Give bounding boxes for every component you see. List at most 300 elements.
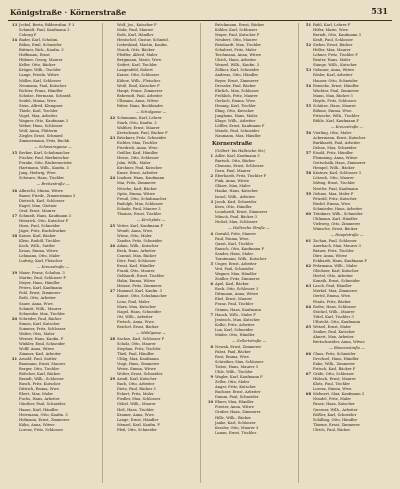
directory-entry: [204, 220, 294, 225]
resident-entry: Hübner, Georg, Maurer: [19, 58, 63, 63]
resident-entry: Hauck, Wilh., Maler F: [215, 312, 256, 317]
resident-entry: Schade, Paul, Maurer 3: [117, 206, 161, 211]
resident-entry: Zeidler, Fritz, Zimmerer: [215, 277, 260, 282]
resident-entry: Andreas, Otto, Händler: [215, 73, 259, 78]
resident-entry: Janke, Karl, Schlosser: [215, 420, 256, 425]
resident-entry: Brückner, Fritz, Schneider: [117, 136, 167, 141]
resident-entry: Kirchner, Paul, Kutscher: [117, 166, 163, 171]
resident-entry: Werner, Hans, Kaufm. F: [19, 336, 64, 341]
resident-entry: Nowak, Ernst, Zimmerer: [215, 344, 262, 349]
resident-entry: Kunath, Ernst, Schneider: [313, 279, 360, 284]
resident-entry: Hummel, Karl, Kaufm. 3: [117, 289, 162, 294]
resident-entry: Drechsel, Hans, Händler: [313, 357, 359, 362]
house-number: 55: [305, 103, 311, 108]
house-number: 51: [305, 23, 311, 27]
cross-street-separator: — Schulgasse —: [135, 109, 167, 114]
resident-entry: Fehrmann, Wilh., Maler: [313, 264, 358, 269]
resident-entry: Reuter, Hans, Maler: [313, 58, 351, 63]
resident-entry: Gläser, Max, Maler: [215, 184, 251, 189]
resident-entry: Zschau, Paul, Schlosser: [313, 238, 357, 243]
resident-entry: Pabst, Paul, Bäcker: [215, 349, 251, 354]
resident-entry: Dorn, Paul, Maurer: [215, 169, 251, 174]
resident-entry: Eisold, Fritz, Händler: [313, 151, 353, 156]
house-number: 15: [11, 151, 17, 156]
house-number: 4: [210, 231, 213, 236]
resident-entry: Lorenz, Emma, Wwe.: [313, 387, 353, 392]
resident-entry: Peters, Karl, Kaufmann: [19, 286, 63, 291]
resident-entry: Jentzsch, Max, Kutscher: [215, 317, 260, 322]
resident-entry: Jäger, Fritz, Buchdrucker: [19, 228, 66, 233]
cross-street-separator: — Hauptstraße —: [330, 232, 364, 237]
house-number: 29: [109, 377, 115, 382]
resident-entry: Oswald, Fritz, Maurer: [215, 231, 257, 236]
resident-entry: Herrmann, Otto, Kaufm. 3: [19, 412, 68, 417]
resident-entry: Apel, Karl, Bäcker: [215, 282, 249, 287]
resident-entry: Mende, Paul, Schneider: [215, 128, 260, 133]
resident-entry: Roth, Otto, Arbeiter: [19, 296, 56, 301]
house-number: 20: [11, 316, 17, 321]
resident-entry: Noack, Otto, Bäcker: [117, 48, 155, 53]
resident-entry: Uhlig, Max, Kaufmann: [117, 357, 159, 362]
resident-entry: Wolf, Anna, Plätterin: [19, 128, 58, 133]
resident-entry: Fiedler, Max, Schlosser: [117, 397, 161, 402]
resident-entry: Ebert, Max, Maler: [19, 392, 53, 397]
resident-entry: Baumann, Ernst, Maurer: [19, 362, 66, 367]
resident-entry: Thieme, Ernst, Zimmerer: [313, 422, 360, 427]
resident-entry: Ebel, Ernst, Maurer: [215, 297, 252, 302]
house-number: 68: [305, 392, 311, 397]
directory-entry: [8, 139, 98, 144]
house-number: 3: [210, 199, 213, 204]
resident-entry: Beck, Hans, Arbeiter: [117, 249, 156, 254]
resident-entry: Gebauer, Anna, Witwe: [313, 68, 355, 73]
resident-entry: Walter, Otto, Maler: [19, 331, 55, 336]
resident-entry: Kraft, Paul, Schlosser: [313, 38, 353, 43]
resident-entry: Kretschmer, Paul, Bäcker F: [117, 130, 168, 135]
resident-entry: Hauser, Otto, Schneider: [313, 78, 358, 83]
resident-entry: Zenker, Paul, Kutscher: [313, 329, 356, 334]
resident-entry: Lamm, Ernst, Tischler: [215, 430, 257, 435]
resident-entry: Mai, Fritz, Zimmerer: [117, 181, 156, 186]
directory-entry: [106, 428, 196, 433]
resident-entry: Vetter, Karl, Kaufmann F: [117, 223, 163, 228]
resident-entry: Sauer, Anna, Wwe.: [19, 301, 54, 306]
resident-entry: Enke, Wilh., Zimmerer: [313, 362, 356, 367]
resident-entry: Kolbe, Fritz, Arbeiter: [215, 322, 255, 327]
resident-entry: Haase, Karl, Händler: [19, 407, 59, 412]
resident-entry: Ebner, Max, Händler: [215, 400, 254, 405]
resident-entry: Neubert, Otto, Maurer: [215, 38, 258, 43]
resident-entry: Fischer, Paul, Bierkutscher: [19, 156, 70, 161]
resident-entry: Stephan, Fritz, Tischler: [117, 346, 161, 351]
resident-entry: Sieber, Ernst, Bäcker: [313, 43, 353, 48]
resident-entry: Dressler, Paul, Bäcker: [215, 83, 256, 88]
resident-entry: Oertel, Emma, Wwe.: [313, 294, 352, 299]
house-number: 22: [109, 115, 115, 120]
resident-entry: Stöckel, Wilh., Maurer: [313, 309, 355, 314]
resident-entry: Beyer, Ernst, Zimmerer: [215, 78, 259, 83]
resident-entry: Arnold, Paul, Sattler: [19, 357, 57, 362]
resident-entry: Berndt, Otto, Kaufmann 3: [313, 33, 361, 38]
resident-entry: Weise, Emma, Witwe: [117, 367, 156, 372]
resident-entry: Knorr, Ernst, Arbeiter: [117, 171, 158, 176]
resident-entry: Hentschel, Gustav, Schneid.: [117, 38, 169, 43]
directory-entry: [106, 212, 196, 217]
resident-entry: Lange, Frieda, Witwe: [19, 73, 59, 78]
resident-entry: Preuß, Otto, Schuhmacher: [117, 196, 167, 201]
resident-entry: Zöllner, Karl, Schneider: [215, 68, 260, 73]
house-number: 23: [109, 136, 115, 141]
cross-street-separator: — Hallesche Straße —: [228, 225, 270, 230]
resident-entry: Simon, Karl, Kutscher: [19, 321, 60, 326]
resident-entry: Pohl, Ernst, Zimmerer: [19, 291, 61, 296]
resident-entry: Wagner, Max, Händler: [215, 272, 257, 277]
resident-entry: Wünsche, Ernst, Bäcker: [313, 226, 358, 231]
cross-street-separator: — Kirchplatz —: [136, 217, 166, 222]
resident-entry: Eckert, Fritz, Maler: [117, 392, 154, 397]
resident-entry: Fritzsche, Wilh., Tischler: [313, 113, 360, 118]
resident-entry: Busch, Fritz, Kutscher: [19, 382, 61, 387]
resident-entry: Ritter, Hans, Buchbinder: [117, 103, 164, 108]
house-number: 28: [109, 336, 115, 341]
resident-entry: Bräuer, Fritz, Tischler: [313, 249, 354, 254]
resident-entry: Hübsch, Ernst, Maurer: [313, 377, 356, 382]
resident-entry: Unger, Ernst, Arbeiter: [215, 262, 257, 267]
resident-entry: Roth, Karl, Händler: [117, 33, 154, 38]
resident-entry: Schilling, Otto, Händler: [313, 417, 358, 422]
resident-entry: Stein, Alfred, Klempner: [19, 103, 63, 108]
directory-entry: [204, 431, 294, 436]
resident-entry: Schmidt, Hans, Kaufmann 3: [19, 213, 72, 218]
resident-entry: Weber, Hans, Schlosser: [19, 123, 63, 128]
resident-entry: Ahnert, Max, Arbeiter: [313, 334, 354, 339]
resident-entry: Tränkner, Wilh., Schneider: [313, 211, 363, 216]
resident-entry: Naumann, Max, Händler: [215, 134, 261, 139]
resident-entry: Hennig, Karl, Tischler: [215, 103, 256, 108]
resident-entry: Kühn, Anna, Witwe: [19, 422, 55, 427]
resident-entry: Hartmann, Wilh., Kaufm. 3: [19, 166, 69, 171]
resident-entry: Damm, Paul, Schneider: [215, 395, 259, 400]
running-title: Königstraße · Körnerstraße: [10, 8, 127, 17]
resident-entry: Mittag, Ernst, Tischler: [313, 181, 356, 186]
resident-entry: Horn, Paul, Schneider: [19, 223, 60, 228]
resident-entry: Ernst, Karl, Händler: [117, 264, 155, 269]
resident-entry: Franke, Otto, Bäckermeister: [19, 161, 72, 166]
resident-entry: Bartsch, Otto, Bäcker: [215, 159, 256, 164]
columns: [8, 23, 392, 483]
resident-entry: Heyde, Fritz, Schlosser: [313, 98, 357, 103]
house-number: 60: [305, 211, 311, 216]
directory-entry: [8, 176, 98, 181]
resident-entry: Mohr, Paul, Maurer: [117, 28, 154, 33]
resident-entry: Ludwig, Karl, Fleischer: [19, 259, 63, 264]
resident-entry: Auerbach, Max, Maurer 3: [313, 244, 361, 249]
resident-entry: Albrecht, Minna, Witwe: [19, 188, 63, 193]
resident-entry: Hahn, Emma, Witwe: [117, 279, 156, 284]
column-4: [298, 23, 392, 483]
resident-entry: Jahn, Wilh., Maler: [117, 161, 151, 166]
resident-entry: Oehme, Max, Maler F: [313, 191, 354, 196]
resident-entry: Ehrlich, Max, Schlosser: [215, 88, 260, 93]
resident-entry: Stange, Wilh., Kutscher: [313, 63, 357, 68]
resident-entry: Merkel, Max, Zimmerer: [313, 289, 358, 294]
directory-entry: [302, 340, 392, 345]
resident-entry: Trautmann, Wilh., Kutscher: [215, 257, 267, 262]
resident-entry: Pietsch, Anna, Wwe.: [117, 319, 155, 324]
resident-entry: Rößler, Karl, Schneider: [313, 412, 357, 417]
resident-entry: Rausch, Otto, Kaufmann F: [215, 246, 265, 251]
resident-entry: Rudolph, Max, Schlosser: [117, 201, 164, 206]
resident-entry: Bergmann, Marie, Wwe.: [117, 58, 163, 63]
resident-entry: Walther, Ernst, Maurer: [117, 125, 160, 130]
resident-entry: Gräfe, Otto, Schlosser: [313, 372, 355, 377]
resident-entry: Günther, Paul, Schneider: [19, 402, 66, 407]
resident-entry: Eberhardt, Fritz, Tischler F: [215, 174, 267, 179]
resident-entry: Möller, Karl, Schlosser: [19, 78, 62, 83]
resident-entry: Bach, Otto, Arbeiter: [117, 382, 155, 387]
resident-entry: Lindner, Hans, Kaufmann: [117, 176, 165, 181]
resident-entry: Hesse, Otto, Schlosser: [117, 156, 159, 161]
resident-entry: Eckhardt, Hans, Kaufmann F: [313, 259, 367, 264]
resident-entry: Gebhardt, Ernst, Tischler: [117, 274, 165, 279]
resident-entry: Schmidt, Paul, Kaufmann 3: [19, 28, 70, 33]
resident-entry: Voigt, Hans, Zimmerer: [117, 362, 160, 367]
resident-entry: Kästner, Karl, Schlosser 3: [313, 171, 361, 176]
house-number: 59: [305, 191, 311, 196]
resident-entry: Stark, Otto, Kaufm. 3: [117, 120, 157, 125]
resident-entry: Neumann, Paul, Kutscher: [19, 83, 67, 88]
resident-entry: Wiese, Otto, Maler: [117, 233, 152, 238]
house-number: 6: [210, 282, 213, 287]
resident-entry: Petzold, Fritz, Kutscher: [313, 196, 357, 201]
resident-entry: Haupt, Franz, Zimmerer: [117, 88, 163, 93]
resident-entry: Wolff, Anna, Witwe: [19, 346, 55, 351]
cross-street-separator: — Kreuzstraße —: [330, 124, 364, 129]
resident-entry: Wetzel, Ernst, Maler: [313, 324, 352, 329]
resident-entry: Geißler, Karl, Händler: [117, 151, 158, 156]
resident-entry: Schmitt, Wilh., Maurer: [19, 306, 62, 311]
resident-entry: Ott, Wilh., Arbeiter: [117, 314, 153, 319]
resident-entry: (Gellert- bis Hallesche Str.): [215, 149, 266, 154]
house-number: 57: [305, 151, 311, 156]
resident-entry: Lötzsch, Otto, Maurer: [313, 176, 354, 181]
resident-entry: Thiele, Karl, Tischler: [19, 108, 58, 113]
resident-entry: Arndt, Karl, Kutscher: [117, 377, 157, 382]
resident-entry: Brandt, Wilh., Schlosser: [19, 377, 64, 382]
resident-entry: Wächter, Paul, Zimmerer: [313, 88, 360, 93]
resident-entry: Pause, Hans, Kutscher: [313, 402, 355, 407]
resident-entry: Rothe, Hans, Schlosser: [313, 304, 357, 309]
resident-entry: Franz, Paul, Tischler: [215, 302, 254, 307]
resident-entry: Teichmann, Anna, Witwe: [215, 53, 262, 58]
page-number: 531: [371, 6, 388, 16]
resident-entry: Ulrich, Paul, Bäcker: [313, 427, 351, 432]
resident-entry: Uhle, Wilh., Tischler: [215, 370, 253, 375]
resident-entry: Schneider, Max, Tischler: [19, 311, 65, 316]
resident-entry: Behrendt, Paul, Arbeiter: [117, 93, 163, 98]
house-number: 62: [305, 264, 311, 269]
house-number: 25: [109, 223, 115, 228]
resident-entry: Gottschalk, Hans, Zimmerer: [313, 161, 366, 166]
house-number: 14: [11, 38, 17, 43]
cross-street-separator: — Blumenstraße —: [329, 345, 365, 350]
resident-entry: Kramer, Anna, Wwe.: [117, 412, 155, 417]
resident-entry: Nickel, Max, Schlosser: [215, 219, 258, 224]
house-number: 63: [305, 284, 311, 289]
resident-entry: Kluge, Wilh., Arbeiter: [215, 118, 256, 123]
resident-entry: Nündel, Fritz, Maler: [313, 397, 352, 402]
header-rule: [8, 20, 392, 21]
house-number: 13: [11, 23, 17, 27]
house-number: 24: [109, 176, 115, 181]
resident-entry: Graf, Ernst, Maurer: [19, 208, 56, 213]
resident-entry: Querner, Wilh., Arbeiter: [313, 407, 358, 412]
page-header: [8, 6, 392, 19]
resident-entry: Hille, Wilh., Bäcker: [215, 415, 252, 420]
resident-entry: Vogel, Max, Arbeiter: [19, 113, 58, 118]
resident-entry: Reinhardt, Max, Tischler: [215, 43, 262, 48]
resident-entry: Zimmermann, Fritz, Buchb.: [19, 139, 71, 144]
resident-entry: Brückmann, Ernst, Bäcker: [215, 23, 265, 27]
resident-entry: Leonhardt, Ernst, Zimmerer: [215, 209, 268, 214]
house-number: 26: [109, 244, 115, 249]
resident-entry: Pfeil, Otto, Schneider: [117, 427, 157, 432]
resident-entry: Böttcher, Karl, Bäcker: [19, 372, 61, 377]
resident-entry: Berger, Otto, Tischler: [19, 367, 60, 372]
resident-entry: Anger, Fritz, Kutscher: [215, 385, 256, 390]
directory-entry: [106, 104, 196, 109]
resident-entry: Mann, Max, Bäcker 3: [313, 93, 353, 98]
resident-entry: Marx, Max, Kutscher: [117, 304, 156, 309]
house-number: 66: [305, 352, 311, 356]
resident-entry: Menzel, Karl, Kaufm. F: [117, 422, 160, 427]
resident-entry: Zander, Fritz, Schneider: [117, 238, 163, 243]
resident-entry: Jacob, Karl, Schneider: [215, 199, 257, 204]
house-number: 5: [210, 262, 213, 267]
resident-entry: Lehner, Fritz, Tischler F: [313, 53, 358, 58]
cross-street-separator: — Gellertstraße —: [231, 338, 267, 343]
resident-entry: Göbel, Wilh., Maurer: [117, 402, 156, 407]
resident-entry: Thomas, Ernst, Tischler: [117, 211, 162, 216]
resident-entry: Pfeiffer, Alfred, Maler: [117, 53, 158, 58]
resident-entry: Flemming, Anna, Witwe: [313, 156, 358, 161]
house-number: 67: [305, 372, 311, 377]
resident-entry: Zimmer, Karl, Arbeiter: [19, 352, 61, 356]
resident-entry: Grimm, Hans, Kaufmann: [215, 307, 261, 312]
house-number: 7: [210, 312, 213, 317]
resident-entry: Illing, Otto, Kutscher: [215, 108, 254, 113]
resident-entry: Richter, Franz, Händler: [19, 88, 63, 93]
house-number: 1: [210, 154, 213, 159]
resident-entry: Paul, Emma, Wwe.: [215, 236, 250, 241]
resident-entry: Rösler, Karl, Arbeiter: [313, 73, 353, 78]
resident-entry: Lasch, Paul, Händler: [313, 284, 352, 289]
resident-entry: Burkhardt, Paul, Arbeiter: [313, 141, 361, 146]
resident-entry: Klotz, Paul, Tischler: [313, 382, 351, 387]
resident-entry: Uhlmann, Karl, Händler: [313, 216, 358, 221]
house-number: 54: [305, 83, 311, 88]
resident-entry: Nagel, Hans, Schneider: [117, 309, 162, 314]
resident-entry: Sachse, Karl, Schlosser F: [117, 336, 165, 341]
resident-entry: Veit, Paul, Schneider: [215, 267, 254, 272]
resident-entry: Hoffmann, Ernst: [19, 53, 50, 58]
house-number: 27: [109, 289, 115, 294]
resident-entry: Dörr, Paul, Schlosser: [117, 259, 156, 264]
resident-entry: Schütze, Hans, Maurer: [313, 103, 356, 108]
house-number: 21: [11, 357, 17, 362]
resident-entry: Hertel, Otto, Arbeiter: [313, 274, 354, 279]
resident-entry: Schwarz, Hans, Tischler: [19, 176, 65, 181]
resident-entry: Bader, Karl, Schuhm.: [19, 38, 59, 43]
resident-entry: Schulze, Hermann, Schneid.: [19, 93, 72, 98]
house-number: 10: [207, 400, 213, 405]
directory-entry: [106, 325, 196, 330]
resident-entry: Jeckel, Berta, Bilderrahm. F 3: [19, 23, 75, 27]
resident-entry: Winkler, Emil, Schneider: [19, 341, 65, 346]
resident-entry: Adam, Wilh., Kutscher: [117, 244, 159, 249]
resident-entry: Heß, Hans, Tischler: [117, 407, 154, 412]
resident-entry: Dehne, Max, Schneider: [313, 146, 357, 151]
resident-entry: Kaiser, Otto, Schlosser: [117, 73, 160, 78]
house-number: 64: [305, 304, 311, 309]
resident-entry: Claus, Fritz, Schneider: [313, 352, 356, 356]
resident-entry: Mayer, Paul, Kutscher F: [215, 33, 260, 38]
resident-entry: Klein, Rudolf, Tischler: [19, 238, 61, 243]
directory-entry: [204, 134, 294, 139]
resident-entry: Bretschneider, Anna, Witwe: [313, 339, 365, 344]
resident-entry: Gerlach, Emma, Wwe.: [215, 98, 257, 103]
cross-street-separator: — Kreuzstraße —: [36, 265, 70, 270]
resident-entry: Coburg F: [19, 33, 37, 38]
resident-entry: Fuchs, Hans, Arbeiter: [19, 397, 60, 402]
resident-entry: Bock, Otto, Schlosser 3: [215, 287, 259, 292]
resident-entry: Heller, Max, Maurer: [313, 48, 351, 53]
resident-entry: Bauer, Friedr., Zimmermann 3: [19, 193, 76, 198]
resident-entry: Friedrich, Anna, Wwe.: [117, 146, 159, 151]
resident-entry: Tittel, Karl, Tischler 3: [313, 314, 354, 319]
resident-entry: Frank, Otto, Maurer: [117, 269, 155, 274]
house-number: 19: [11, 271, 17, 276]
resident-entry: Sommer, Fritz, Schlosser: [19, 326, 66, 331]
resident-entry: Becker, Karl, Schuhmacher: [19, 151, 70, 156]
house-number: 16: [11, 188, 17, 193]
house-number: 17: [11, 213, 17, 218]
resident-entry: Jung, Hedwig, Wwe.: [19, 171, 57, 176]
resident-entry: Wagner, Otto, Kaufmann 3: [19, 118, 69, 123]
resident-entry: Münch, Paul, Bäcker 3: [215, 214, 257, 219]
resident-entry: Gruber, Hans, Zimmerer: [215, 410, 261, 415]
resident-entry: Nestler, Paul, Kaufmann: [313, 186, 358, 191]
resident-entry: Rühle, Karl, Kaufmann F: [313, 118, 359, 123]
resident-entry: Schröder, Paul, Bäcker: [19, 316, 62, 321]
resident-entry: Tietze, Hans, Maurer 3: [215, 365, 258, 370]
resident-entry: Mäder, Otto, Händler: [215, 332, 255, 337]
resident-entry: Fritsch, Karl, Bäcker F: [313, 367, 356, 372]
resident-entry: Vierling, Otto, Maler: [313, 130, 352, 135]
resident-entry: Meyer, Hans, Händler: [19, 281, 60, 286]
resident-entry: Adler, Karl, Kaufmann 3: [215, 154, 260, 159]
resident-entry: Seidel, Minna, Wwe.: [19, 98, 58, 103]
resident-entry: Nitsche, Karl, Bäcker: [117, 186, 157, 191]
house-number: 52: [305, 43, 311, 48]
resident-entry: Kraus, Emma, Witwe: [19, 249, 58, 254]
resident-entry: Fink, Anna, Witwe: [215, 179, 250, 184]
resident-entry: Reichel, Ernst, Bäcker: [117, 324, 159, 329]
resident-entry: Wenzel, Wilh., Kaufm. 3: [215, 63, 260, 68]
resident-entry: Büttner, Rich., Kaufm. 3: [19, 48, 64, 53]
resident-entry: Schreiber, Max, Schlosser: [215, 360, 264, 364]
resident-entry: Koch, Wilh., Sattler: [19, 244, 56, 249]
